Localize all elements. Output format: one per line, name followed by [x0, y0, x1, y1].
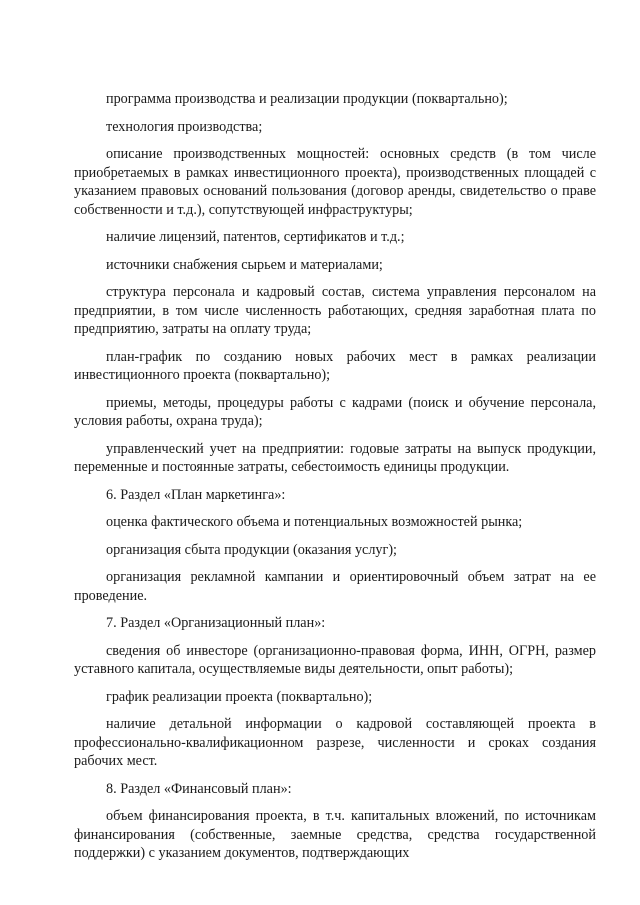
paragraph-financing-volume: объем финансирования проекта, в т.ч. капитальных вложений, по источникам финансирования (собственные, заемные средства, средства государственной поддержки) с указанием документов, подтверждающих: [74, 808, 596, 861]
section-heading-marketing: 6. Раздел «План маркетинга»:: [106, 486, 286, 503]
paragraph-staffing-details: наличие детальной информации о кадровой составляющей проекта в профессионально-квалификационном разрезе, численности и сроках создания рабочих мест.: [74, 716, 596, 769]
paragraph-supply-sources: источники снабжения сырьем и материалами;: [106, 256, 383, 273]
paragraph-market-assessment: оценка фактического объема и потенциальных возможностей рынка;: [106, 514, 523, 530]
paragraph-implementation-schedule: график реализации проекта (поквартально);: [106, 688, 373, 705]
document-page: [74, 90, 596, 872]
paragraph-jobs-schedule: план-график по созданию новых рабочих мест в рамках реализации инвестиционного проекта (поквартально);: [74, 348, 596, 383]
paragraph-hr-procedures: приемы, методы, процедуры работы с кадрами (поиск и обучение персонала, условия работы, охрана труда);: [74, 394, 596, 429]
paragraph-licenses: наличие лицензий, патентов, сертификатов и т.д.;: [106, 229, 405, 245]
paragraph-advertising-campaign: организация рекламной кампании и ориентировочный объем затрат на ее проведение.: [74, 569, 596, 604]
paragraph-production-program: программа производства и реализации продукции (поквартально);: [106, 91, 508, 107]
paragraph-personnel-structure: структура персонала и кадровый состав, система управления персоналом на предприятии, в том числе численность работающих, средняя заработная плата по предприятию, затраты на оплату труда;: [74, 284, 596, 337]
paragraph-sales-organization: организация сбыта продукции (оказания услуг);: [106, 541, 397, 558]
paragraph-production-capacity: описание производственных мощностей: основных средств (в том числе приобретаемых в рамках инвестиционного проекта), производственных площадей с указанием правовых оснований пользования (договор аренды, свидетельство о праве собственности и т.д.), сопутствующей инфраструктуры;: [74, 146, 596, 218]
paragraph-management-accounting: управленческий учет на предприятии: годовые затраты на выпуск продукции, переменные и постоянные затраты, себестоимость единицы продукции.: [74, 440, 596, 475]
paragraph-production-technology: технология производства;: [106, 118, 263, 135]
section-heading-organizational: 7. Раздел «Организационный план»:: [106, 615, 326, 631]
section-heading-financial: 8. Раздел «Финансовый план»:: [106, 780, 292, 797]
paragraph-investor-info: сведения об инвесторе (организационно-правовая форма, ИНН, ОГРН, размер уставного капитала, осуществляемые виды деятельности, опыт работы);: [74, 642, 596, 677]
